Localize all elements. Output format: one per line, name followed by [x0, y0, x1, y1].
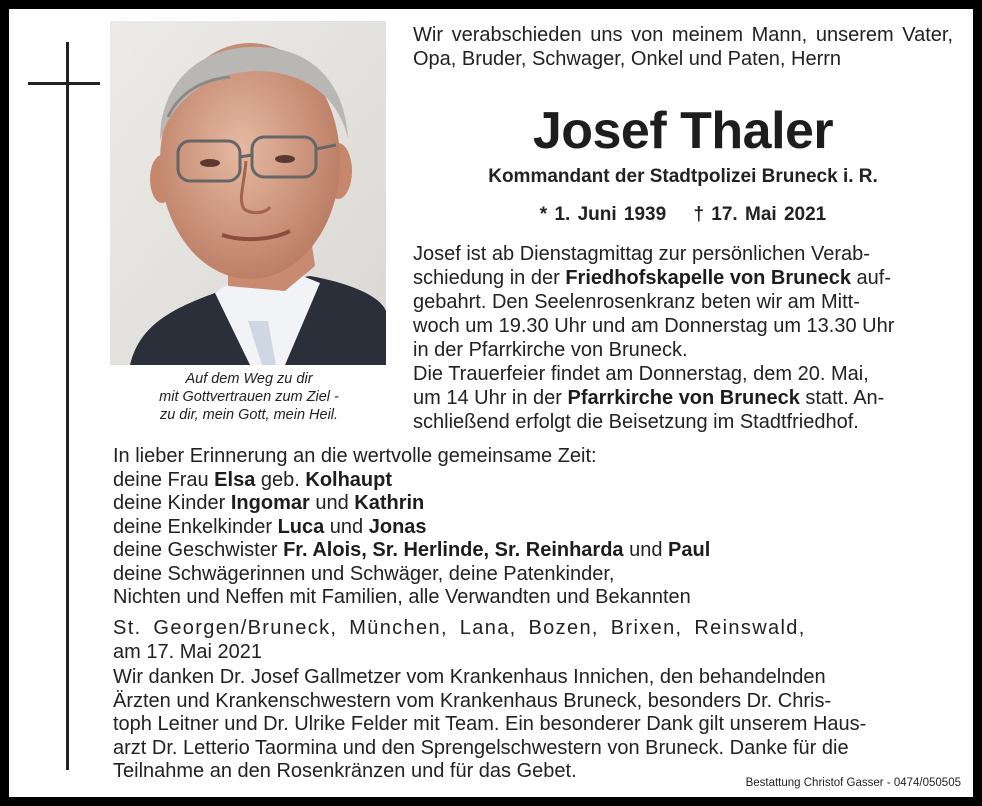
thanks-text	[113, 666, 957, 784]
info-text: um 14 Uhr in der	[413, 387, 568, 409]
relatives-children	[113, 492, 958, 516]
relation-label: geb.	[255, 468, 306, 491]
obituary-notice	[9, 9, 973, 797]
church-location: Pfarrkirche von Bruneck	[567, 387, 800, 409]
portrait-photo	[110, 21, 386, 365]
relative-name: Kolhaupt	[305, 468, 393, 491]
relatives-others: Nichten und Neffen mit Familien, alle Verwandten und Bekannten	[113, 586, 691, 608]
verse	[109, 370, 389, 424]
relation-label: deine Enkelkinder	[113, 515, 278, 538]
relatives-list	[113, 445, 958, 610]
life-dates	[413, 203, 953, 227]
relative-name: Luca	[277, 515, 325, 538]
relatives-intro: In lieber Erinnerung an die wertvolle gemeinsame Zeit:	[113, 445, 597, 467]
info-text: statt. An-	[799, 387, 885, 409]
info-line	[413, 266, 956, 290]
relation-label: und	[324, 515, 369, 538]
relatives-siblings	[113, 539, 958, 563]
birth-date: * 1. Juni 1939	[539, 204, 667, 225]
info-line: in der Pfarrkirche von Bruneck.	[413, 339, 688, 361]
chapel-location: Friedhofskapelle von Bruneck	[565, 267, 851, 289]
info-text: auf-	[850, 267, 891, 289]
relation-label: und	[623, 539, 669, 561]
info-line: schließend erfolgt die Beisetzung im Stadtfriedhof.	[413, 411, 859, 433]
undertaker-contact: Bestattung Christof Gasser - 0474/050505	[745, 777, 961, 789]
places-list: St. Georgen/Bruneck, München, Lana, Bozen, Brixen, Reinswald,	[113, 617, 806, 639]
info-text: schiedung in der	[413, 267, 566, 289]
relation-label: deine Frau	[113, 468, 215, 491]
relative-name: Fr. Alois, Sr. Herlinde, Sr. Reinharda	[283, 539, 624, 561]
cross-icon	[66, 42, 69, 770]
relative-name: Elsa	[214, 468, 256, 491]
ceremony-info	[413, 242, 956, 434]
relation-label: deine Kinder	[113, 492, 231, 514]
intro-text: Wir verabschieden uns von meinem Mann, unserem Vater, Opa, Bruder, Schwager, Onkel und Paten, Herrn	[413, 24, 953, 70]
thanks-line: toph Leitner und Dr. Ulrike Felder mit Team. Ein besonderer Dank gilt unserem Haus-	[113, 713, 867, 735]
deceased-role: Kommandant der Stadtpolizei Bruneck i. R.	[488, 166, 878, 187]
thanks-line: Teilnahme an den Rosenkränzen und für das Gebet.	[113, 760, 577, 782]
info-line: woch um 19.30 Uhr und am Donnerstag um 13.30 Uhr	[413, 315, 895, 337]
info-line	[413, 386, 956, 410]
verse-line: zu dir, mein Gott, mein Heil.	[159, 407, 339, 423]
relatives-wife	[113, 469, 958, 493]
relatives-grandchildren	[113, 516, 958, 540]
thanks-line: Ärzten und Krankenschwestern vom Krankenhaus Bruneck, besonders Dr. Chris-	[113, 689, 832, 712]
verse-line: Auf dem Weg zu dir	[185, 371, 313, 387]
places-and-date	[113, 617, 958, 664]
relative-name: Jonas	[368, 515, 427, 538]
death-date: † 17. Mai 2021	[693, 204, 827, 225]
thanks-line: arzt Dr. Letterio Taormina und den Sprengelschwestern von Bruneck. Danke für die	[113, 736, 849, 759]
relation-label: deine Geschwister	[113, 539, 284, 561]
relative-name: Kathrin	[354, 492, 425, 514]
deceased-name: Josef Thaler	[532, 102, 834, 160]
cross-icon-bar	[28, 82, 100, 85]
thanks-line: Wir danken Dr. Josef Gallmetzer vom Krankenhaus Innichen, den behandelnden	[113, 666, 826, 688]
verse-line: mit Gottvertrauen zum Ziel -	[159, 389, 339, 405]
relation-label: und	[309, 492, 355, 514]
notice-date: am 17. Mai 2021	[113, 640, 262, 663]
info-line: Die Trauerfeier findet am Donnerstag, dem 20. Mai,	[413, 363, 869, 385]
relative-name: Ingomar	[230, 492, 310, 514]
info-line: gebahrt. Den Seelenrosenkranz beten wir am Mitt-	[413, 291, 860, 313]
relatives-inlaws: deine Schwägerinnen und Schwäger, deine Patenkinder,	[113, 562, 615, 585]
relative-name: Paul	[668, 539, 711, 561]
info-line: Josef ist ab Dienstagmittag zur persönlichen Verab-	[413, 243, 870, 265]
